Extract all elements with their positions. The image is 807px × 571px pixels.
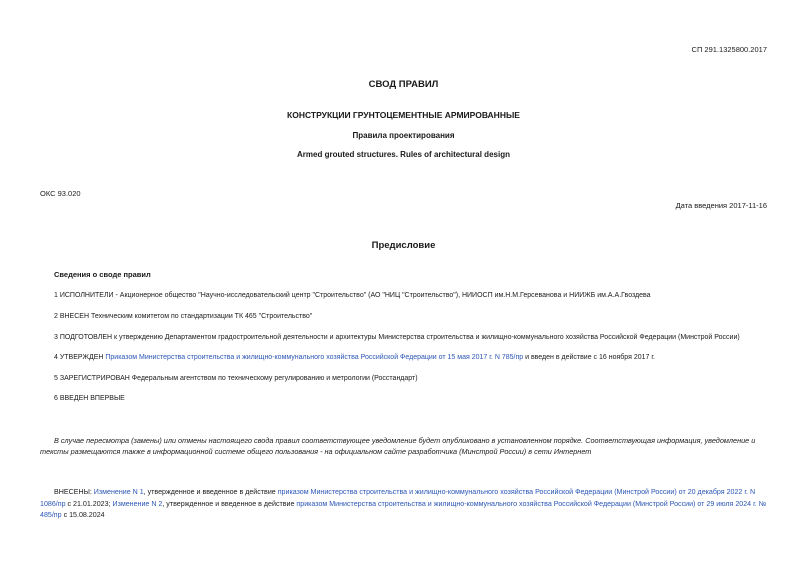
english-title: Armed grouted structures. Rules of architectural design <box>297 150 510 159</box>
info-heading: Сведения о своде правил <box>54 270 151 279</box>
order-link[interactable]: Приказом Министерства строительства и жилищно-коммунального хозяйства Российской Федерации от 15 мая 2017 г. N 785/пр <box>105 354 524 361</box>
change-2-end: с 15.08.2024 <box>61 511 105 519</box>
info-item-3: 3 ПОДГОТОВЛЕН к утверждению Департаментом градостроительной деятельности и архитектуры Министерства строительства и жилищно-коммунального хозяйства Российской Федерации (Минстрой России) <box>54 334 740 341</box>
changes-paragraph <box>40 487 770 522</box>
info-item-4-suffix: и введен в действие с 16 ноября 2017 г. <box>523 354 655 361</box>
info-item-4 <box>54 354 655 361</box>
info-item-2: 2 ВНЕСЕН Техническим комитетом по стандартизации ТК 465 "Строительство" <box>54 313 313 320</box>
change-2-mid: , утвержденное и введенное в действие <box>162 499 297 508</box>
document-title: СВОД ПРАВИЛ <box>368 79 439 90</box>
revision-note: В случае пересмотра (замены) или отмены настоящего свода правил соответствующее уведомление будет опубликовано в установленном порядке. Соответствующая информация, уведомление и тексты размещаются также в информационной системе общего пользования - на официальном сайте разработчика (Минстрой России) в сети Интернет <box>40 436 756 456</box>
document-subtitle: КОНСТРУКЦИИ ГРУНТОЦЕМЕНТНЫЕ АРМИРОВАННЫЕ <box>287 110 520 120</box>
change-1-mid: , утвержденное и введенное в действие <box>143 488 278 496</box>
change-2-link[interactable]: Изменение N 2 <box>112 499 163 508</box>
change-2-order-link[interactable]: приказом Министерства строительства и жилищно-коммунального хозяйства Российской Федерации (Минстрой России) от 29 июля 2024 г. № 485/пр <box>40 499 767 519</box>
info-item-4-prefix: 4 УТВЕРЖДЕН <box>54 354 106 361</box>
change-1-order-link[interactable]: приказом Министерства строительства и жилищно-коммунального хозяйства Российской Федерации (Минстрой России) от 20 декабря 2022 г. N 1086/пр <box>40 488 756 508</box>
info-item-1: 1 ИСПОЛНИТЕЛИ - Акционерное общество "Научно-исследовательский центр "Строительство" (АО "НИЦ "Строительство"), НИИОСП им.Н.М.Герсеванова и НИИЖБ им.А.А.Гвоздева <box>54 292 651 299</box>
oks-code: ОКС 93.020 <box>40 189 81 198</box>
document-code: СП 291.1325800.2017 <box>691 45 767 54</box>
change-1-end: с 21.01.2023; <box>65 499 113 508</box>
change-1-link[interactable]: Изменение N 1 <box>93 488 144 496</box>
changes-lead: ВНЕСЕНЫ: <box>54 488 94 496</box>
info-item-5: 5 ЗАРЕГИСТРИРОВАН Федеральным агентством по техническому регулированию и метрологии (Росстандарт) <box>54 375 418 382</box>
rules-title: Правила проектирования <box>352 131 455 140</box>
info-item-6: 6 ВВЕДЕН ВПЕРВЫЕ <box>54 395 125 402</box>
intro-date: Дата введения 2017-11-16 <box>675 201 767 210</box>
preface-heading: Предисловие <box>371 240 436 251</box>
